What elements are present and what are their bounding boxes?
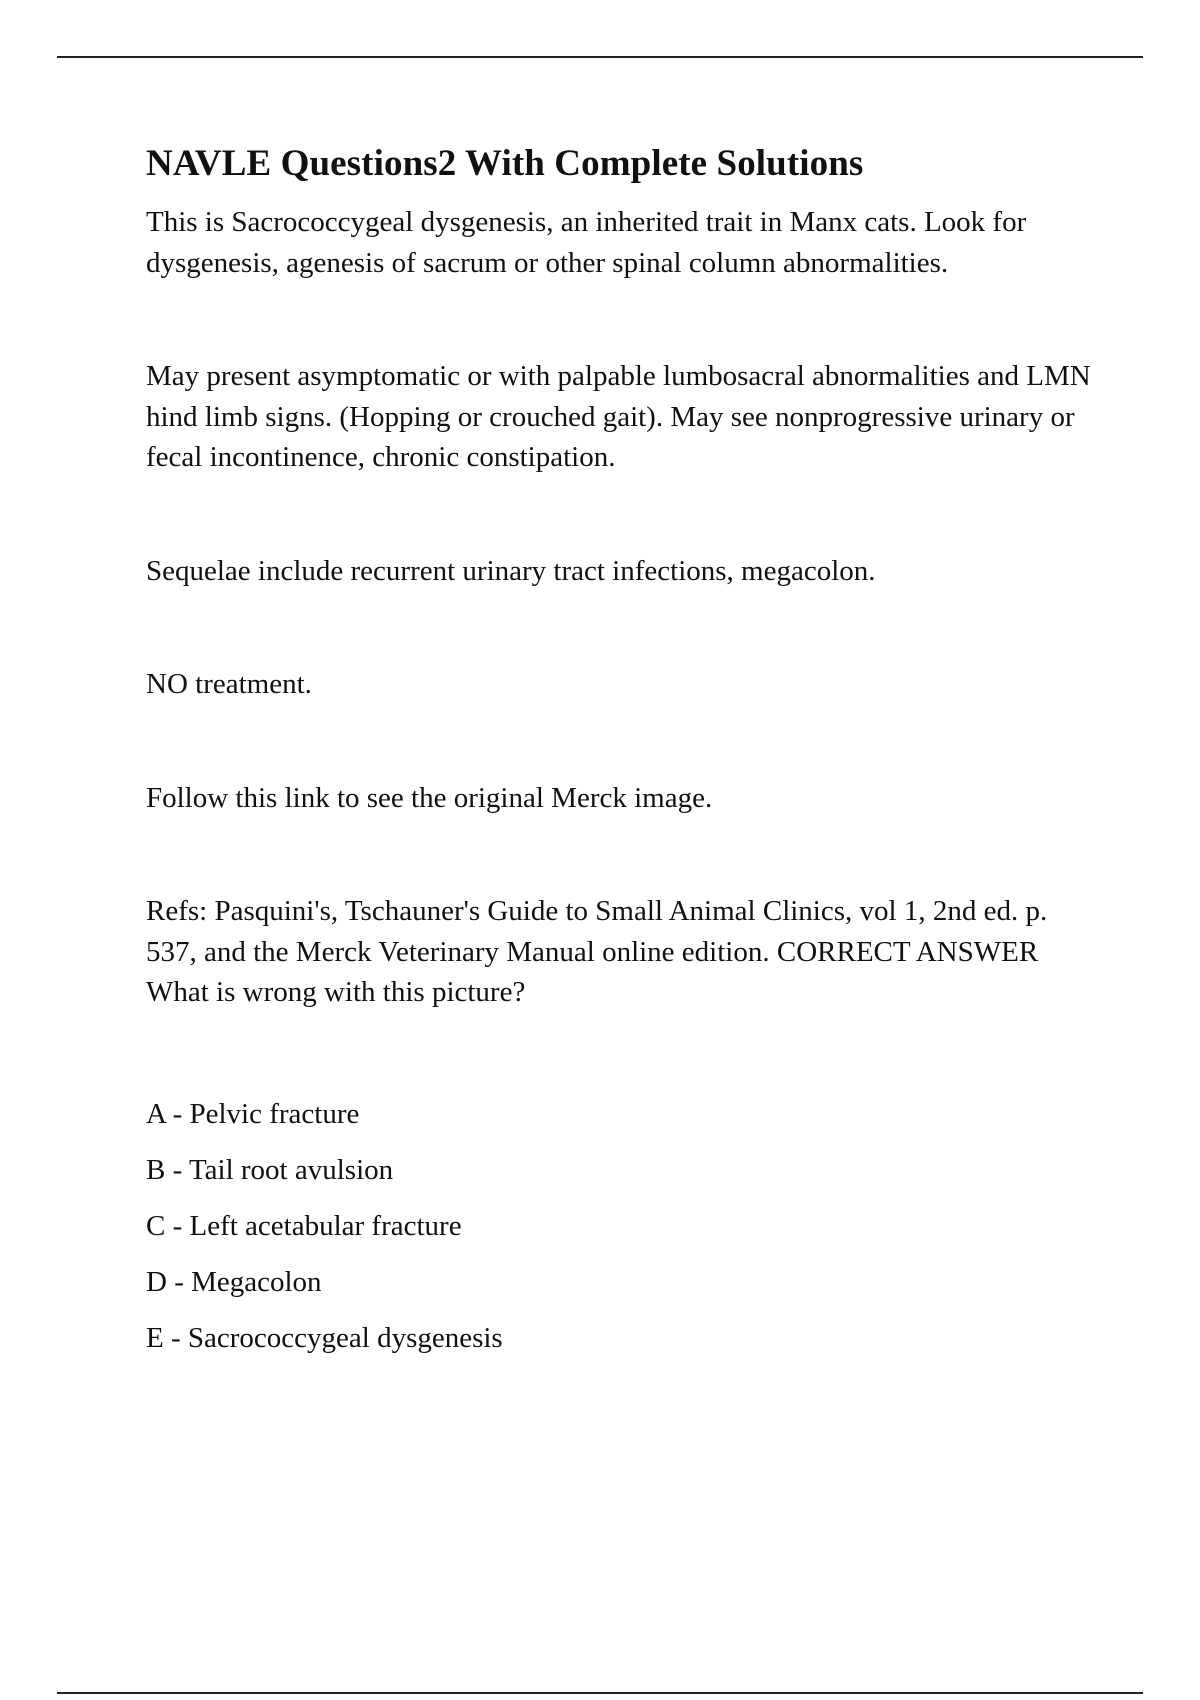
paragraph-sequelae: Sequelae include recurrent urinary tract infections, megacolon. bbox=[146, 554, 876, 587]
paragraph-diagnosis: This is Sacrococcygeal dysgenesis, an inherited trait in Manx cats. Look for dysgenesis, agenesis of sacrum or other spinal column abnormalities. bbox=[146, 206, 1027, 279]
paragraph-spacer bbox=[146, 283, 1096, 356]
paragraph-spacer bbox=[146, 478, 1096, 551]
option-c: C - Left acetabular fracture bbox=[146, 1209, 462, 1242]
paragraph-spacer bbox=[146, 705, 1096, 778]
option-d: D - Megacolon bbox=[146, 1265, 322, 1298]
paragraph-spacer bbox=[146, 1013, 1096, 1086]
document-body bbox=[146, 140, 1096, 1366]
option-b: B - Tail root avulsion bbox=[146, 1153, 394, 1186]
option-e: E - Sacrococcygeal dysgenesis bbox=[146, 1321, 503, 1354]
page-title: NAVLE Questions2 With Complete Solutions bbox=[146, 143, 864, 184]
paragraph-treatment: NO treatment. bbox=[146, 668, 312, 701]
top-rule bbox=[57, 56, 1143, 58]
paragraph-references: Refs: Pasquini's, Tschauner's Guide to Small Animal Clinics, vol 1, 2nd ed. p. 537, and the Merck Veterinary Manual online edition. CORRECT ANSWER What is wrong with this picture? bbox=[146, 895, 1048, 1009]
answer-options bbox=[146, 1086, 1096, 1366]
bottom-rule bbox=[57, 1692, 1143, 1694]
paragraph-spacer bbox=[146, 818, 1096, 891]
paragraph-spacer bbox=[146, 591, 1096, 664]
paragraph-presentation: May present asymptomatic or with palpable lumbosacral abnormalities and LMN hind limb signs. (Hopping or crouched gait). May see nonprogressive urinary or fecal incontinence, chronic constipation. bbox=[146, 360, 1091, 474]
paragraph-link-note: Follow this link to see the original Merck image. bbox=[146, 781, 713, 814]
option-a: A - Pelvic fracture bbox=[146, 1097, 360, 1130]
